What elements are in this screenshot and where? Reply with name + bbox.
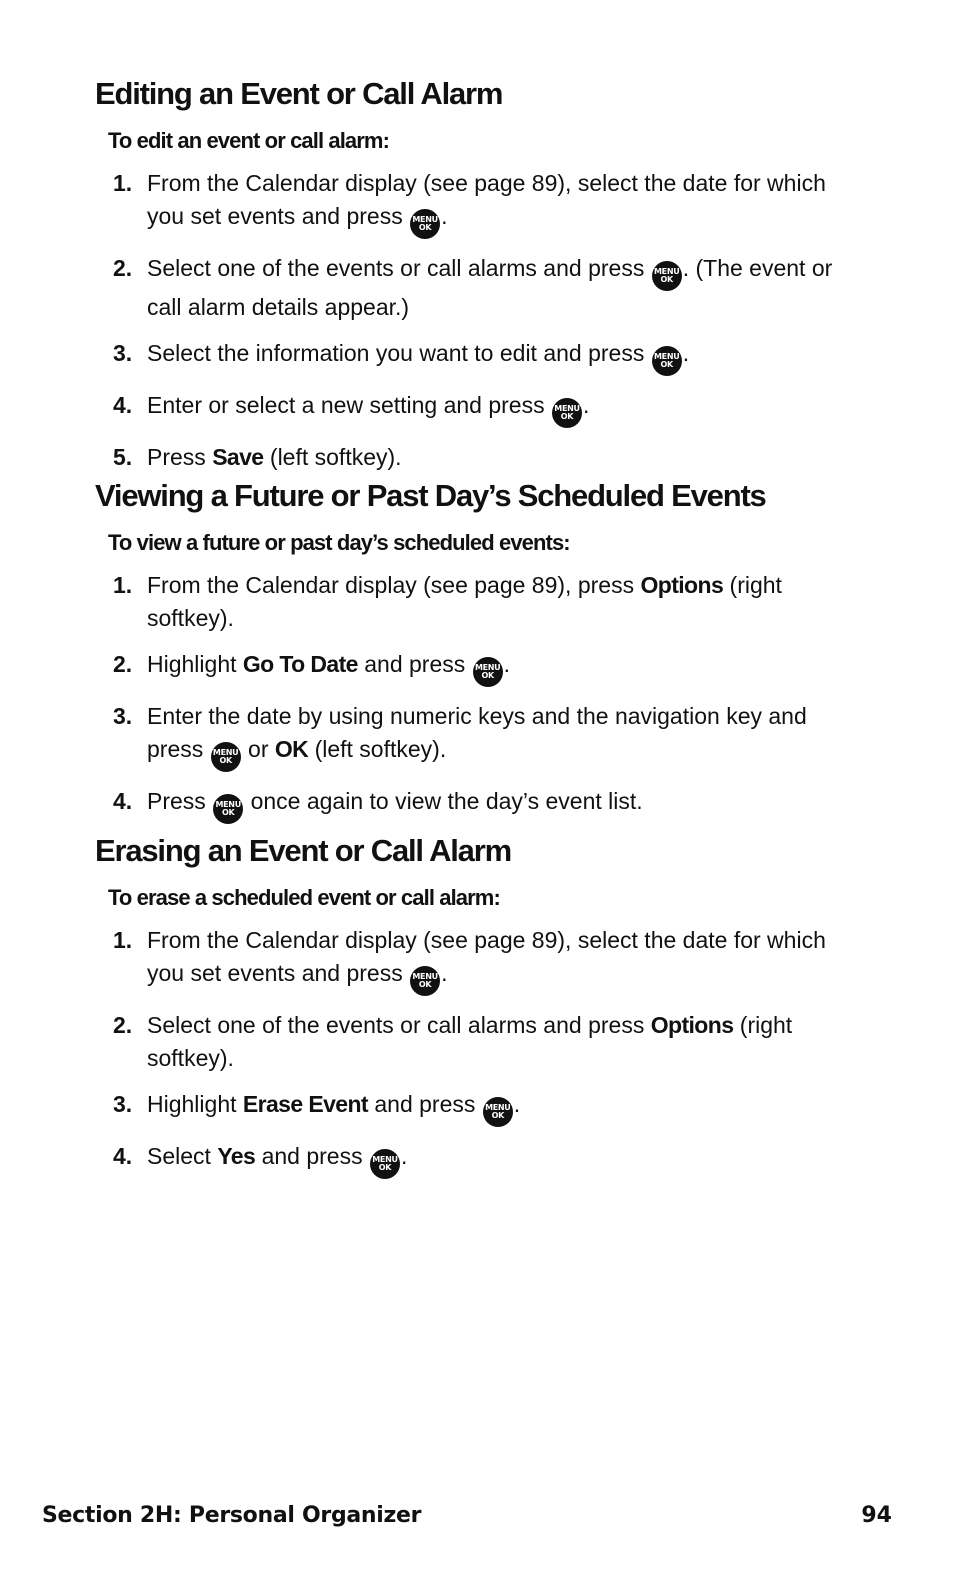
steps-list <box>95 167 855 474</box>
step-text: . <box>583 392 590 418</box>
step-text: and press <box>357 651 472 677</box>
menu-ok-key-icon <box>370 1149 400 1179</box>
step-number: 2. <box>113 255 133 281</box>
section-heading: Viewing a Future or Past Day’s Scheduled Events <box>95 478 766 513</box>
section-erasing <box>95 832 855 1192</box>
step-number: 4. <box>113 392 133 418</box>
icon-label-menu: MENU <box>654 267 680 276</box>
section-heading: Erasing an Event or Call Alarm <box>95 833 511 868</box>
step-text: . <box>513 1091 521 1117</box>
step-text: (right softkey). <box>147 1012 793 1071</box>
procedure-lead: To erase a scheduled event or call alarm: <box>108 885 500 910</box>
key-label: Yes <box>217 1143 256 1169</box>
step-text: (left softkey). <box>308 736 447 762</box>
menu-ok-key-icon <box>552 398 582 428</box>
step-number: 3. <box>113 1091 133 1117</box>
icon-label-ok: OK <box>221 808 235 817</box>
menu-ok-key-icon <box>410 966 440 996</box>
icon-label-ok: OK <box>418 223 432 232</box>
section-heading: Editing an Event or Call Alarm <box>95 76 503 111</box>
step-item <box>95 700 855 772</box>
step-number: 5. <box>113 444 133 470</box>
icon-label-ok: OK <box>491 1111 504 1120</box>
icon-label-menu: MENU <box>412 215 438 224</box>
procedure-lead: To view a future or past day’s scheduled events: <box>108 530 570 555</box>
step-text: . <box>441 203 448 229</box>
icon-label-ok: OK <box>660 275 673 284</box>
step-text: Press <box>147 444 213 470</box>
key-label: Options <box>650 1012 734 1038</box>
step-text: . <box>682 340 690 366</box>
procedure-lead: To edit an event or call alarm: <box>108 128 390 153</box>
step-text: Select <box>147 1143 218 1169</box>
step-text: once again to view the day’s event list. <box>244 788 643 814</box>
page-number: 94 <box>861 1503 892 1528</box>
step-item <box>95 648 855 687</box>
step-text: and press <box>367 1091 482 1117</box>
step-number: 2. <box>113 651 133 677</box>
step-number: 3. <box>113 703 133 729</box>
step-item <box>95 785 855 824</box>
step-text: Select the information you want to edit and press <box>147 340 651 366</box>
step-number: 4. <box>113 1143 133 1169</box>
key-label: Erase Event <box>242 1091 368 1117</box>
step-item <box>95 1088 855 1127</box>
step-number: 1. <box>113 572 133 598</box>
icon-label-ok: OK <box>219 756 232 765</box>
key-label: Options <box>640 572 724 598</box>
key-label: OK <box>274 736 309 762</box>
menu-ok-key-icon <box>652 346 682 376</box>
step-text: and press <box>255 1143 369 1169</box>
step-text: or <box>241 736 275 762</box>
step-number: 4. <box>113 788 133 814</box>
icon-label-ok: OK <box>378 1163 392 1172</box>
menu-ok-key-icon <box>410 209 440 239</box>
menu-ok-key-icon <box>213 794 243 824</box>
icon-label-ok: OK <box>560 412 574 421</box>
icon-label-menu: MENU <box>372 1155 398 1164</box>
icon-label-ok: OK <box>481 671 494 680</box>
step-item <box>95 569 855 635</box>
icon-label-ok: OK <box>660 360 673 369</box>
menu-ok-key-icon <box>211 742 241 772</box>
step-item <box>95 389 855 428</box>
steps-list <box>95 924 855 1179</box>
icon-label-menu: MENU <box>215 800 241 809</box>
section-editing <box>95 75 855 487</box>
step-item <box>95 924 855 996</box>
step-number: 3. <box>113 340 133 366</box>
step-text: Enter or select a new setting and press <box>147 392 551 418</box>
step-text: Press <box>147 788 213 814</box>
icon-label-menu: MENU <box>654 352 680 361</box>
step-item <box>95 167 855 239</box>
step-text: . <box>441 960 448 986</box>
steps-list <box>95 569 855 824</box>
step-item <box>95 1009 855 1075</box>
icon-label-menu: MENU <box>412 972 438 981</box>
step-item <box>95 252 855 324</box>
icon-label-menu: MENU <box>212 748 239 757</box>
step-text: From the Calendar display (see page 89), press <box>147 572 641 598</box>
menu-ok-key-icon <box>483 1097 513 1127</box>
step-text: From the Calendar display (see page 89), select the date for which you set events and press <box>147 927 826 986</box>
step-text: . <box>503 651 511 677</box>
step-item <box>95 441 855 474</box>
page-footer <box>42 1503 892 1533</box>
step-item <box>95 1140 855 1179</box>
footer-section-label: Section 2H: Personal Organizer <box>42 1503 422 1528</box>
step-number: 2. <box>113 1012 133 1038</box>
key-label: Save <box>212 444 264 470</box>
step-text: Select one of the events or call alarms and press <box>147 255 651 281</box>
icon-label-menu: MENU <box>474 663 501 672</box>
step-text: Enter the date by using numeric keys and the navigation key and press <box>147 703 807 762</box>
step-text: Highlight <box>147 1091 243 1117</box>
icon-label-menu: MENU <box>554 404 580 413</box>
step-text: Select one of the events or call alarms and press <box>147 1012 651 1038</box>
key-label: Go To Date <box>242 651 358 677</box>
icon-label-ok: OK <box>418 980 432 989</box>
step-text: (right softkey). <box>147 572 782 631</box>
step-number: 1. <box>113 170 133 196</box>
step-text: . <box>400 1143 408 1169</box>
step-text: Highlight <box>147 651 243 677</box>
step-text: . (The event or call alarm details appear.) <box>147 255 833 320</box>
section-viewing <box>95 477 855 837</box>
step-number: 1. <box>113 927 133 953</box>
menu-ok-key-icon <box>473 657 503 687</box>
menu-ok-key-icon <box>652 261 682 291</box>
step-text: From the Calendar display (see page 89), select the date for which you set events and press <box>147 170 826 229</box>
step-text: (left softkey). <box>263 444 402 470</box>
step-item <box>95 337 855 376</box>
icon-label-menu: MENU <box>485 1103 511 1112</box>
